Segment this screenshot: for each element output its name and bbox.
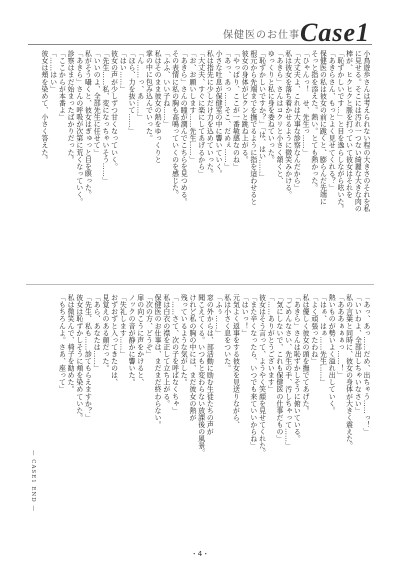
text-column: 「いいわよ、全部出しちゃいなさい」 <box>353 294 362 414</box>
text-column: 「あああぁぁぁっ……！」 <box>335 294 344 379</box>
text-column: 私は微笑んで、椅子を勧めた。 <box>66 294 75 393</box>
text-column: 根元から先端までを撫でるように指を這わせると <box>248 50 257 206</box>
text-column: 小鳥遊歩さんは考えられない程の大きさのそれを私 <box>362 50 370 213</box>
text-column: 彼女の身体がビクンと跳ね上がる。 <box>240 50 249 163</box>
text-column: 「失礼します……」 <box>118 294 127 358</box>
text-column: 彼女は頬を染めて、小さく答えた。 <box>39 50 48 163</box>
text-column: 「あきら」さんはコクリと小さく頷くと、 <box>274 50 283 184</box>
text-column: 私は指先に少しだけ力を込めていった。 <box>205 50 214 177</box>
text-column: 彼女はそう言って、ようやく笑顔を見せてくれた。 <box>257 294 266 457</box>
text-column: 私の言葉と同時に、彼女の身体が大きく震えた。 <box>344 294 353 450</box>
text-column: 「ふふ、いい子ね……」 <box>161 50 170 128</box>
top-text-block <box>26 50 370 274</box>
text-column: 「ひゃんっ！ せ、先生っ……」 <box>301 50 310 156</box>
text-column: 「また辛くなったら、いつでも来ていいからね」 <box>248 294 257 450</box>
header-divider <box>28 44 372 45</box>
text-column: 保健医の私は彼女の前に跪くと、膨らんだ先端に <box>318 50 327 206</box>
bottom-text-block <box>26 294 370 516</box>
text-column: 「いいのよ、全部先生に任せて」 <box>92 50 101 156</box>
text-column: 「はぁ、はぁ……先生……」 <box>318 294 327 386</box>
text-column: 「はい……」 <box>118 50 127 93</box>
text-column: 「先生、私も……診てもらえますか？」 <box>83 294 92 421</box>
text-column: 私は小さく息をついた。 <box>222 294 231 372</box>
text-column: 扉の向こうに声をかけると、 <box>135 294 144 386</box>
text-column: 窓の外からは、部活動に励む生徒たちの声が <box>205 294 214 435</box>
text-column: 私は優しく彼女の頭を撫でてあげた。 <box>301 294 310 414</box>
text-column: 私は白衣の襟を正して立ち上がる。 <box>161 294 170 407</box>
text-column: 診察はまだ始まったばかりだった。 <box>66 50 75 163</box>
text-column: 「ごめんなさい、先生の手、汚しちゃって……」 <box>283 294 292 450</box>
text-column: 「大丈夫よ、これは大事な診察なんだから」 <box>292 50 301 191</box>
text-column: 「あっ、あっ……だめ、出ちゃう……っ！」 <box>362 294 370 435</box>
text-column: に見せる。そこには汚れ一つない綺麗な大きな肉の <box>353 50 362 213</box>
text-column: 「ここからが本番よ」 <box>57 50 66 121</box>
text-column: 「お、お願いします……先生……」 <box>187 50 196 163</box>
text-column: おずおずと入ってきたのは、 <box>109 294 118 386</box>
text-column: 「あきら」さんは恥ずかしそうに俯いている。 <box>292 294 301 443</box>
text-column: 元気よく返事をする彼女を見送りながら、 <box>231 294 240 428</box>
text-column: 「……はい」 <box>48 50 57 93</box>
text-column: 「あきら」さんの呼吸が次第に荒くなっていく。 <box>74 50 83 206</box>
text-column: 「はいっ！」 <box>240 294 249 337</box>
text-column: 聞こえてくる。いつもと変わらない放課後の風景。 <box>196 294 205 457</box>
middle-divider <box>26 284 374 285</box>
text-column: 「やっぱり、ここが一番敏感なのね」 <box>231 50 240 170</box>
text-column: 「あっ、あっ……そこ、だめぇ……」 <box>222 50 231 170</box>
text-column: 「次の方、どうぞ」 <box>144 294 153 358</box>
case-label: Case1 <box>300 18 370 47</box>
text-column: 私は彼女を落ち着かせるように微笑みかける。 <box>283 50 292 199</box>
text-column: 「もちろんよ。さあ、座って」 <box>57 294 66 393</box>
text-column: ゆっくりと私に身を委ねていった。 <box>266 50 275 163</box>
text-column: 「……ありがとうございます」 <box>266 294 275 393</box>
text-column: 「……さて、次の子を呼ばなくちゃ」 <box>170 294 179 414</box>
text-column: 保健医のお仕事は、まだまだ終わらない。 <box>153 294 162 428</box>
text-column: 「あきら」さんの瞳が潤んでこちらを見つめる。 <box>179 50 188 206</box>
text-column: 彼女は恥ずかしそうに頬を染めていた。 <box>74 294 83 421</box>
text-column: 「ん……っ、あ……」 <box>135 50 144 121</box>
text-column: そっと指を添えた。熱い。とても熱かった。 <box>309 50 318 191</box>
text-column: 「大丈夫、すぐに楽にしてあげるから」 <box>196 50 205 177</box>
text-column: 熱いものが勢いよく溢れ出していく。 <box>327 294 336 414</box>
text-column: 「あきらさん、もっとよく見せてくれる？」 <box>327 50 336 191</box>
text-column: 「恥ずかしいですか？」「は、はい……」 <box>257 50 266 181</box>
text-column: 掌の中に包み込んでいった。 <box>144 50 153 142</box>
text-column: 「先生……私、変になっちゃいそう……」 <box>100 50 109 184</box>
text-column: 残っているような気がした。 <box>179 294 188 386</box>
text-column: 棒が、ヒクヒクと脈を打っていて彼女はそれを <box>344 50 353 199</box>
text-column: 「気にしないで、これも保健医の仕事だもの」 <box>274 294 283 443</box>
text-column: 「よく頑張ったわね」 <box>309 294 318 365</box>
text-column: 「ほら、力を抜いて……」 <box>127 50 136 135</box>
text-column: 私はそのまま彼女の熱をゆっくりと <box>153 50 162 163</box>
case-end-mark: — CASE1 END — <box>30 450 36 512</box>
text-column: ノックの音が静かに響いた。 <box>127 294 136 386</box>
text-column: けれど私の胸の中には、まだ彼女の熱が <box>187 294 196 421</box>
text-column: 彼女の声が少しずつ甘くなっていく。 <box>109 50 118 170</box>
text-column: 「あら、あなたは……」 <box>92 294 101 372</box>
text-column: その表情に私の胸も高鳴っていくのを感じた。 <box>170 50 179 199</box>
text-column: 小さな吐息が保健室の中に響いていく。 <box>214 50 223 177</box>
text-column: 私がそう囁くと、彼女はぎゅっと目を瞑った。 <box>83 50 92 199</box>
text-column: 「ふぅ……」 <box>214 294 223 337</box>
header-title: 保健医のお仕事 <box>223 30 300 41</box>
text-column: 見覚えのある顔だった。 <box>100 294 109 372</box>
text-column: 「恥ずかしいです…」と目を逸らしながら呟いた。 <box>335 50 344 213</box>
page-number: ・4・ <box>190 550 210 558</box>
